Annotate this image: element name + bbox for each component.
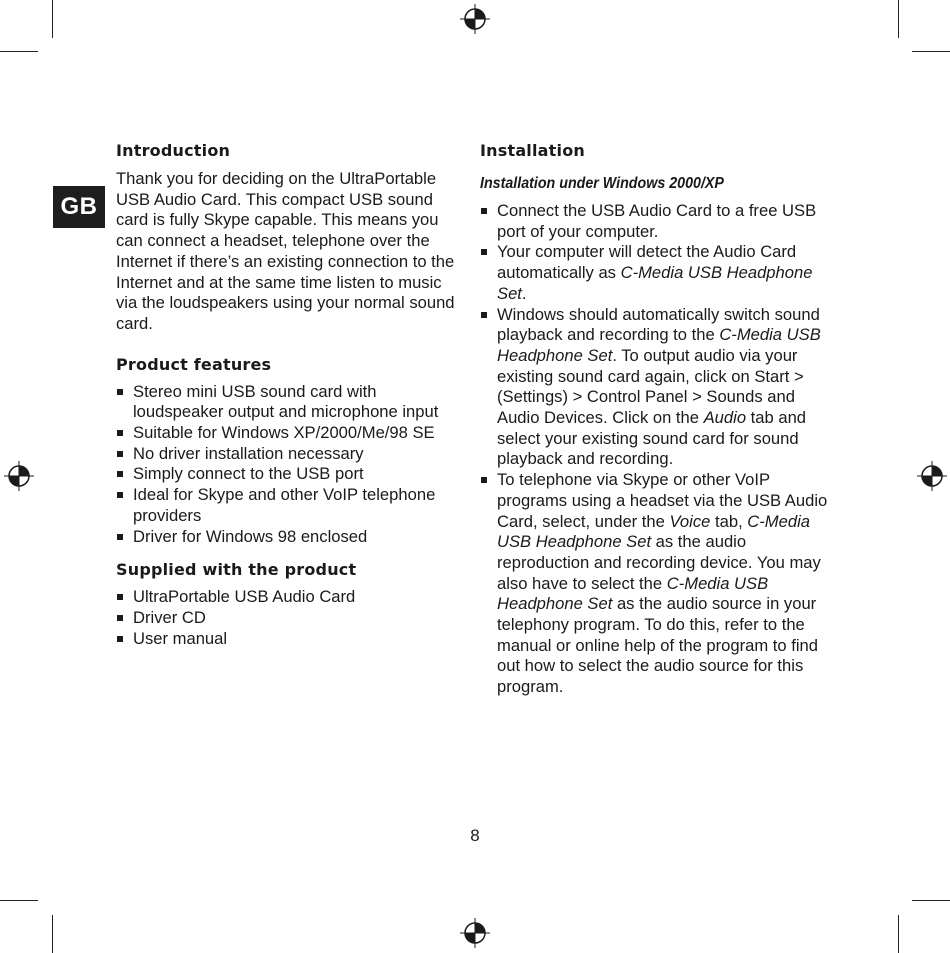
language-tab: GB — [53, 186, 105, 228]
bullet-icon — [117, 594, 123, 600]
feature-item — [116, 444, 466, 465]
crop-mark — [0, 51, 38, 52]
feature-item — [116, 423, 466, 444]
supplied-list — [116, 587, 466, 649]
bullet-icon — [481, 312, 487, 318]
crop-mark — [0, 900, 38, 901]
step-text: tab and select your existing sound card for sound playback and recording. — [497, 408, 807, 469]
step-text: as the audio source in your telephony program. To do this, refer to the manual or online help of the program to find out how to select the audio source for this program. — [497, 594, 819, 697]
product-features-heading: Product features — [116, 354, 272, 374]
bullet-icon — [117, 636, 123, 642]
step-text: Windows should automatically switch sound playback and recording to the — [497, 304, 820, 345]
supplied-item-text: UltraPortable USB Audio Card — [133, 587, 356, 607]
supplied-item — [116, 608, 466, 629]
crop-mark — [52, 0, 53, 38]
emphasis-text: C-Media USB Headphone Set — [497, 573, 769, 614]
installation-heading: Installation — [480, 141, 585, 160]
feature-item-text: Driver for Windows 98 enclosed — [133, 526, 368, 546]
registration-mark-icon — [4, 461, 34, 491]
step-text: Your computer will detect the Audio Card automatically as — [497, 242, 797, 283]
feature-item — [116, 464, 466, 485]
installation-step — [480, 201, 830, 242]
feature-item — [116, 382, 466, 423]
bullet-icon — [117, 430, 123, 436]
supplied-item-text: Driver CD — [133, 607, 206, 627]
bullet-icon — [117, 534, 123, 540]
introduction-text: Thank you for deciding on the UltraPortable USB Audio Card. This compact USB sound card is fully Skype capable. This means you can connect a headset, telephone over the Internet if there’s an existing connection to the Internet and at the same time listen to music via the loudspeakers using your normal sound card. — [116, 169, 455, 333]
step-text: Connect the USB Audio Card to a free USB port of your computer. — [497, 201, 817, 241]
registration-mark-icon — [460, 918, 490, 948]
introduction-heading: Introduction — [116, 141, 231, 160]
emphasis-text: C-Media USB Headphone Set — [497, 511, 811, 552]
emphasis-text: C-Media USB Headphone Set — [497, 263, 813, 303]
feature-item-text: Ideal for Skype and other VoIP telephone providers — [133, 485, 436, 525]
feature-item — [116, 527, 466, 548]
emphasis-text: Audio — [703, 408, 747, 428]
installation-steps-list — [480, 201, 830, 698]
installation-step — [480, 470, 830, 698]
crop-mark — [912, 51, 950, 52]
feature-item-text: No driver installation necessary — [133, 443, 364, 463]
bullet-icon — [117, 492, 123, 498]
crop-mark — [912, 900, 950, 901]
step-text: as the audio reproduction and recording device. You may also have to select the — [497, 532, 821, 593]
crop-mark — [898, 915, 899, 953]
right-column — [480, 140, 830, 698]
left-column — [116, 140, 466, 649]
feature-item-text: Simply connect to the USB port — [133, 464, 364, 484]
product-features-list — [116, 382, 466, 548]
step-text: . — [521, 283, 527, 303]
bullet-icon — [117, 389, 123, 395]
bullet-icon — [481, 249, 487, 255]
feature-item — [116, 485, 466, 526]
feature-item-text: Suitable for Windows XP/2000/Me/98 SE — [133, 423, 435, 443]
supplied-item — [116, 587, 466, 608]
step-text: . To output audio via your existing sound card again, click on Start > (Settings) > Control Panel > Sounds and Audio Devices. Click on the — [497, 345, 804, 428]
installation-step — [480, 242, 830, 304]
crop-mark — [52, 915, 53, 953]
supplied-item-text: User manual — [133, 628, 228, 648]
supplied-heading: Supplied with the product — [116, 560, 357, 580]
registration-mark-icon — [460, 4, 490, 34]
registration-mark-icon — [917, 461, 947, 491]
installation-step — [480, 305, 830, 471]
step-text: tab, — [710, 511, 748, 531]
bullet-icon — [117, 451, 123, 457]
bullet-icon — [117, 615, 123, 621]
bullet-icon — [117, 471, 123, 477]
feature-item-text: Stereo mini USB sound card with loudspeaker output and microphone input — [133, 381, 439, 422]
supplied-item — [116, 629, 466, 650]
bullet-icon — [481, 208, 487, 214]
page-number: 8 — [470, 826, 480, 845]
emphasis-text: Voice — [669, 511, 711, 531]
installation-subheading: Installation under Windows 2000/XP — [480, 175, 724, 192]
emphasis-text: C-Media USB Headphone Set — [497, 325, 821, 365]
bullet-icon — [481, 477, 487, 483]
step-text: To telephone via Skype or other VoIP programs using a headset via the USB Audio Card, select, under the — [497, 470, 828, 531]
crop-mark — [898, 0, 899, 38]
